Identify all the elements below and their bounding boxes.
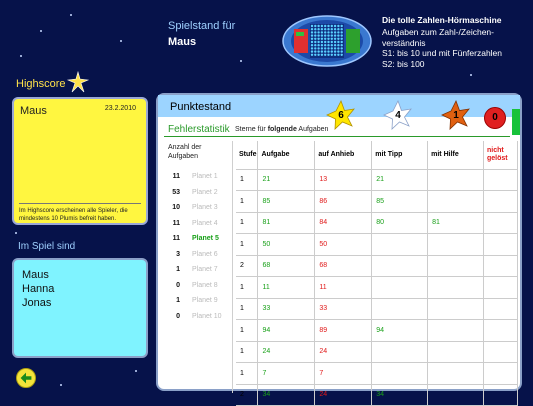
cell-mit-hilfe (428, 234, 484, 256)
planet-count: 10 (172, 204, 180, 211)
star-dot (60, 384, 62, 386)
cell-auf-anhieb: 24 (315, 341, 372, 363)
cell-aufgabe: 21 (258, 169, 315, 191)
planet-name: Planet 3 (192, 204, 218, 211)
player-name[interactable]: Jonas (22, 297, 52, 309)
star-dot (70, 14, 72, 16)
cell-aufgabe: 24 (258, 341, 315, 363)
cell-mit-tipp: 85 (372, 191, 428, 213)
cell-nicht-geloest (484, 255, 518, 277)
planet-name: Planet 5 (192, 235, 219, 242)
cell-aufgabe: 33 (258, 298, 315, 320)
cell-nicht-geloest (484, 384, 518, 406)
cell-auf-anhieb: 50 (315, 234, 372, 256)
cell-mit-tipp (372, 255, 428, 277)
star-dot (15, 232, 17, 234)
col-auf-anhieb: auf Anhieb (315, 141, 372, 169)
cell-mit-hilfe (428, 384, 484, 406)
players-title: Im Spiel sind (18, 241, 76, 252)
planet-name: Planet 8 (192, 281, 218, 289)
cell-auf-anhieb: 33 (315, 298, 372, 320)
number-machine-icon (282, 15, 372, 67)
cell-stufe: 1 (236, 363, 258, 385)
planet-count: 11 (172, 235, 180, 242)
planet-name: Planet 10 (192, 312, 222, 320)
cell-stufe: 1 (236, 169, 258, 191)
cell-mit-tipp: 21 (372, 169, 428, 191)
highscore-title: Highscore (16, 78, 66, 90)
cell-mit-tipp (372, 363, 428, 385)
planet-count: 1 (176, 297, 180, 304)
cell-stufe: 1 (236, 234, 258, 256)
cell-stufe: 2 (236, 384, 258, 406)
cell-mit-tipp: 94 (372, 320, 428, 342)
cell-aufgabe: 7 (258, 363, 315, 385)
cell-mit-tipp: 80 (372, 212, 428, 234)
divider (164, 136, 510, 137)
cell-mit-tipp (372, 277, 428, 299)
panel-title: Punktestand (170, 101, 232, 113)
planet-count: 1 (176, 266, 180, 273)
stats-body (236, 169, 518, 406)
scroll-tab[interactable] (512, 109, 520, 135)
col-stufe: Stufe (236, 141, 258, 169)
table-row[interactable] (236, 384, 518, 406)
cell-aufgabe: 50 (258, 234, 315, 256)
table-row[interactable] (236, 191, 518, 213)
table-row[interactable] (236, 341, 518, 363)
col-mit-hilfe: mit Hilfe (428, 141, 484, 169)
cell-mit-hilfe (428, 341, 484, 363)
cell-nicht-geloest (484, 298, 518, 320)
cell-nicht-geloest (484, 169, 518, 191)
col-mit-tipp: mit Tipp (372, 141, 428, 169)
table-row[interactable] (236, 298, 518, 320)
game-title: Die tolle Zahlen-Hörmaschine (382, 15, 502, 25)
cell-stufe: 1 (236, 341, 258, 363)
star-icon (68, 72, 88, 92)
cell-auf-anhieb: 86 (315, 191, 372, 213)
game-level-2: S2: bis 100 (382, 58, 425, 69)
col-nicht-geloest: nicht gelöst (484, 141, 518, 169)
planet-count: 0 (176, 281, 180, 289)
table-row[interactable] (236, 363, 518, 385)
star-dot (240, 60, 242, 62)
badge-gold-value: 6 (338, 110, 344, 121)
planet-name: Planet 6 (192, 250, 218, 258)
star-dot (20, 55, 22, 57)
highscore-note: Im Highscore erscheinen alle Spieler, die mindestens 10 Plumis befreit haben. (19, 208, 128, 222)
cell-aufgabe: 34 (258, 384, 315, 406)
players-panel (12, 258, 148, 358)
planet-name: Planet 7 (192, 266, 218, 273)
star-dot (120, 40, 122, 42)
cell-mit-hilfe (428, 255, 484, 277)
cell-stufe: 2 (236, 255, 258, 277)
cell-auf-anhieb: 84 (315, 212, 372, 234)
col-aufgabe: Aufgabe (258, 141, 315, 169)
cell-mit-hilfe (428, 169, 484, 191)
cell-nicht-geloest (484, 341, 518, 363)
star-dot (135, 370, 137, 372)
highscore-date: 23.2.2010 (104, 105, 136, 112)
cell-auf-anhieb: 89 (315, 320, 372, 342)
cell-mit-tipp (372, 298, 428, 320)
hint-post: Aufgaben (296, 126, 329, 133)
cell-auf-anhieb: 7 (315, 363, 372, 385)
planets-header: Anzahl der Aufgaben (168, 144, 202, 160)
back-button[interactable] (16, 368, 36, 388)
hint-pre: Sterne für (235, 126, 268, 133)
cell-nicht-geloest (484, 234, 518, 256)
planet-count: 53 (172, 188, 180, 196)
game-level-1: S1: bis 10 und mit Fünferzahlen (382, 48, 503, 58)
game-description-text: Aufgaben zum Zahl-/Zeichen-verständnis (382, 27, 494, 48)
planet-count: 0 (176, 312, 180, 320)
cell-nicht-geloest (484, 277, 518, 299)
cell-stufe: 1 (236, 320, 258, 342)
cell-nicht-geloest (484, 191, 518, 213)
cell-stufe: 1 (236, 191, 258, 213)
cell-mit-hilfe (428, 320, 484, 342)
cell-auf-anhieb: 68 (315, 255, 372, 277)
error-stats-title: Fehlerstatistik (168, 124, 230, 135)
badge-red-value: 0 (484, 107, 506, 129)
table-row[interactable] (236, 277, 518, 299)
arrow-left-icon (17, 369, 35, 387)
star-dot (470, 74, 472, 76)
cell-stufe: 1 (236, 298, 258, 320)
highscore-panel (12, 97, 148, 225)
cell-nicht-geloest (484, 212, 518, 234)
table-row[interactable] (236, 234, 518, 256)
table-row[interactable] (236, 255, 518, 277)
badge-silver-value: 4 (395, 110, 401, 121)
cell-mit-tipp (372, 341, 428, 363)
highscore-name: Maus (20, 105, 47, 117)
cell-mit-hilfe: 81 (428, 212, 484, 234)
game-description (382, 27, 532, 69)
planet-name: Planet 4 (192, 219, 218, 227)
cell-mit-tipp (372, 234, 428, 256)
error-stats-hint (235, 126, 328, 133)
divider (232, 141, 233, 393)
player-name[interactable]: Hanna (22, 283, 55, 295)
cell-aufgabe: 11 (258, 277, 315, 299)
cell-mit-hilfe (428, 298, 484, 320)
cell-aufgabe: 68 (258, 255, 315, 277)
cell-auf-anhieb: 11 (315, 277, 372, 299)
header-label: Spielstand für (168, 20, 236, 32)
planet-count: 3 (176, 250, 180, 258)
cell-stufe: 1 (236, 277, 258, 299)
cell-aufgabe: 94 (258, 320, 315, 342)
score-panel (156, 93, 522, 399)
table-row[interactable] (236, 169, 518, 191)
cell-nicht-geloest (484, 320, 518, 342)
planet-count: 11 (172, 219, 180, 227)
table-row[interactable] (236, 320, 518, 342)
table-header-row (236, 141, 518, 169)
hint-bold: folgende (267, 126, 297, 133)
cell-aufgabe: 81 (258, 212, 315, 234)
star-dot (40, 30, 42, 32)
badge-bronze-value: 1 (453, 110, 459, 121)
planet-name: Planet 9 (192, 297, 218, 304)
cell-aufgabe: 85 (258, 191, 315, 213)
cell-mit-hilfe (428, 277, 484, 299)
cell-mit-hilfe (428, 363, 484, 385)
planet-name: Planet 1 (192, 173, 218, 180)
divider (19, 203, 141, 204)
planet-count: 11 (172, 173, 180, 180)
cell-auf-anhieb: 24 (315, 384, 372, 406)
cell-mit-hilfe (428, 191, 484, 213)
header-player-name: Maus (168, 36, 197, 48)
cell-stufe: 1 (236, 212, 258, 234)
cell-auf-anhieb: 13 (315, 169, 372, 191)
cell-mit-tipp: 34 (372, 384, 428, 406)
cell-nicht-geloest (484, 363, 518, 385)
planet-name: Planet 2 (192, 188, 218, 196)
stats-table (236, 141, 518, 406)
table-row[interactable] (236, 212, 518, 234)
player-name[interactable]: Maus (22, 269, 49, 281)
